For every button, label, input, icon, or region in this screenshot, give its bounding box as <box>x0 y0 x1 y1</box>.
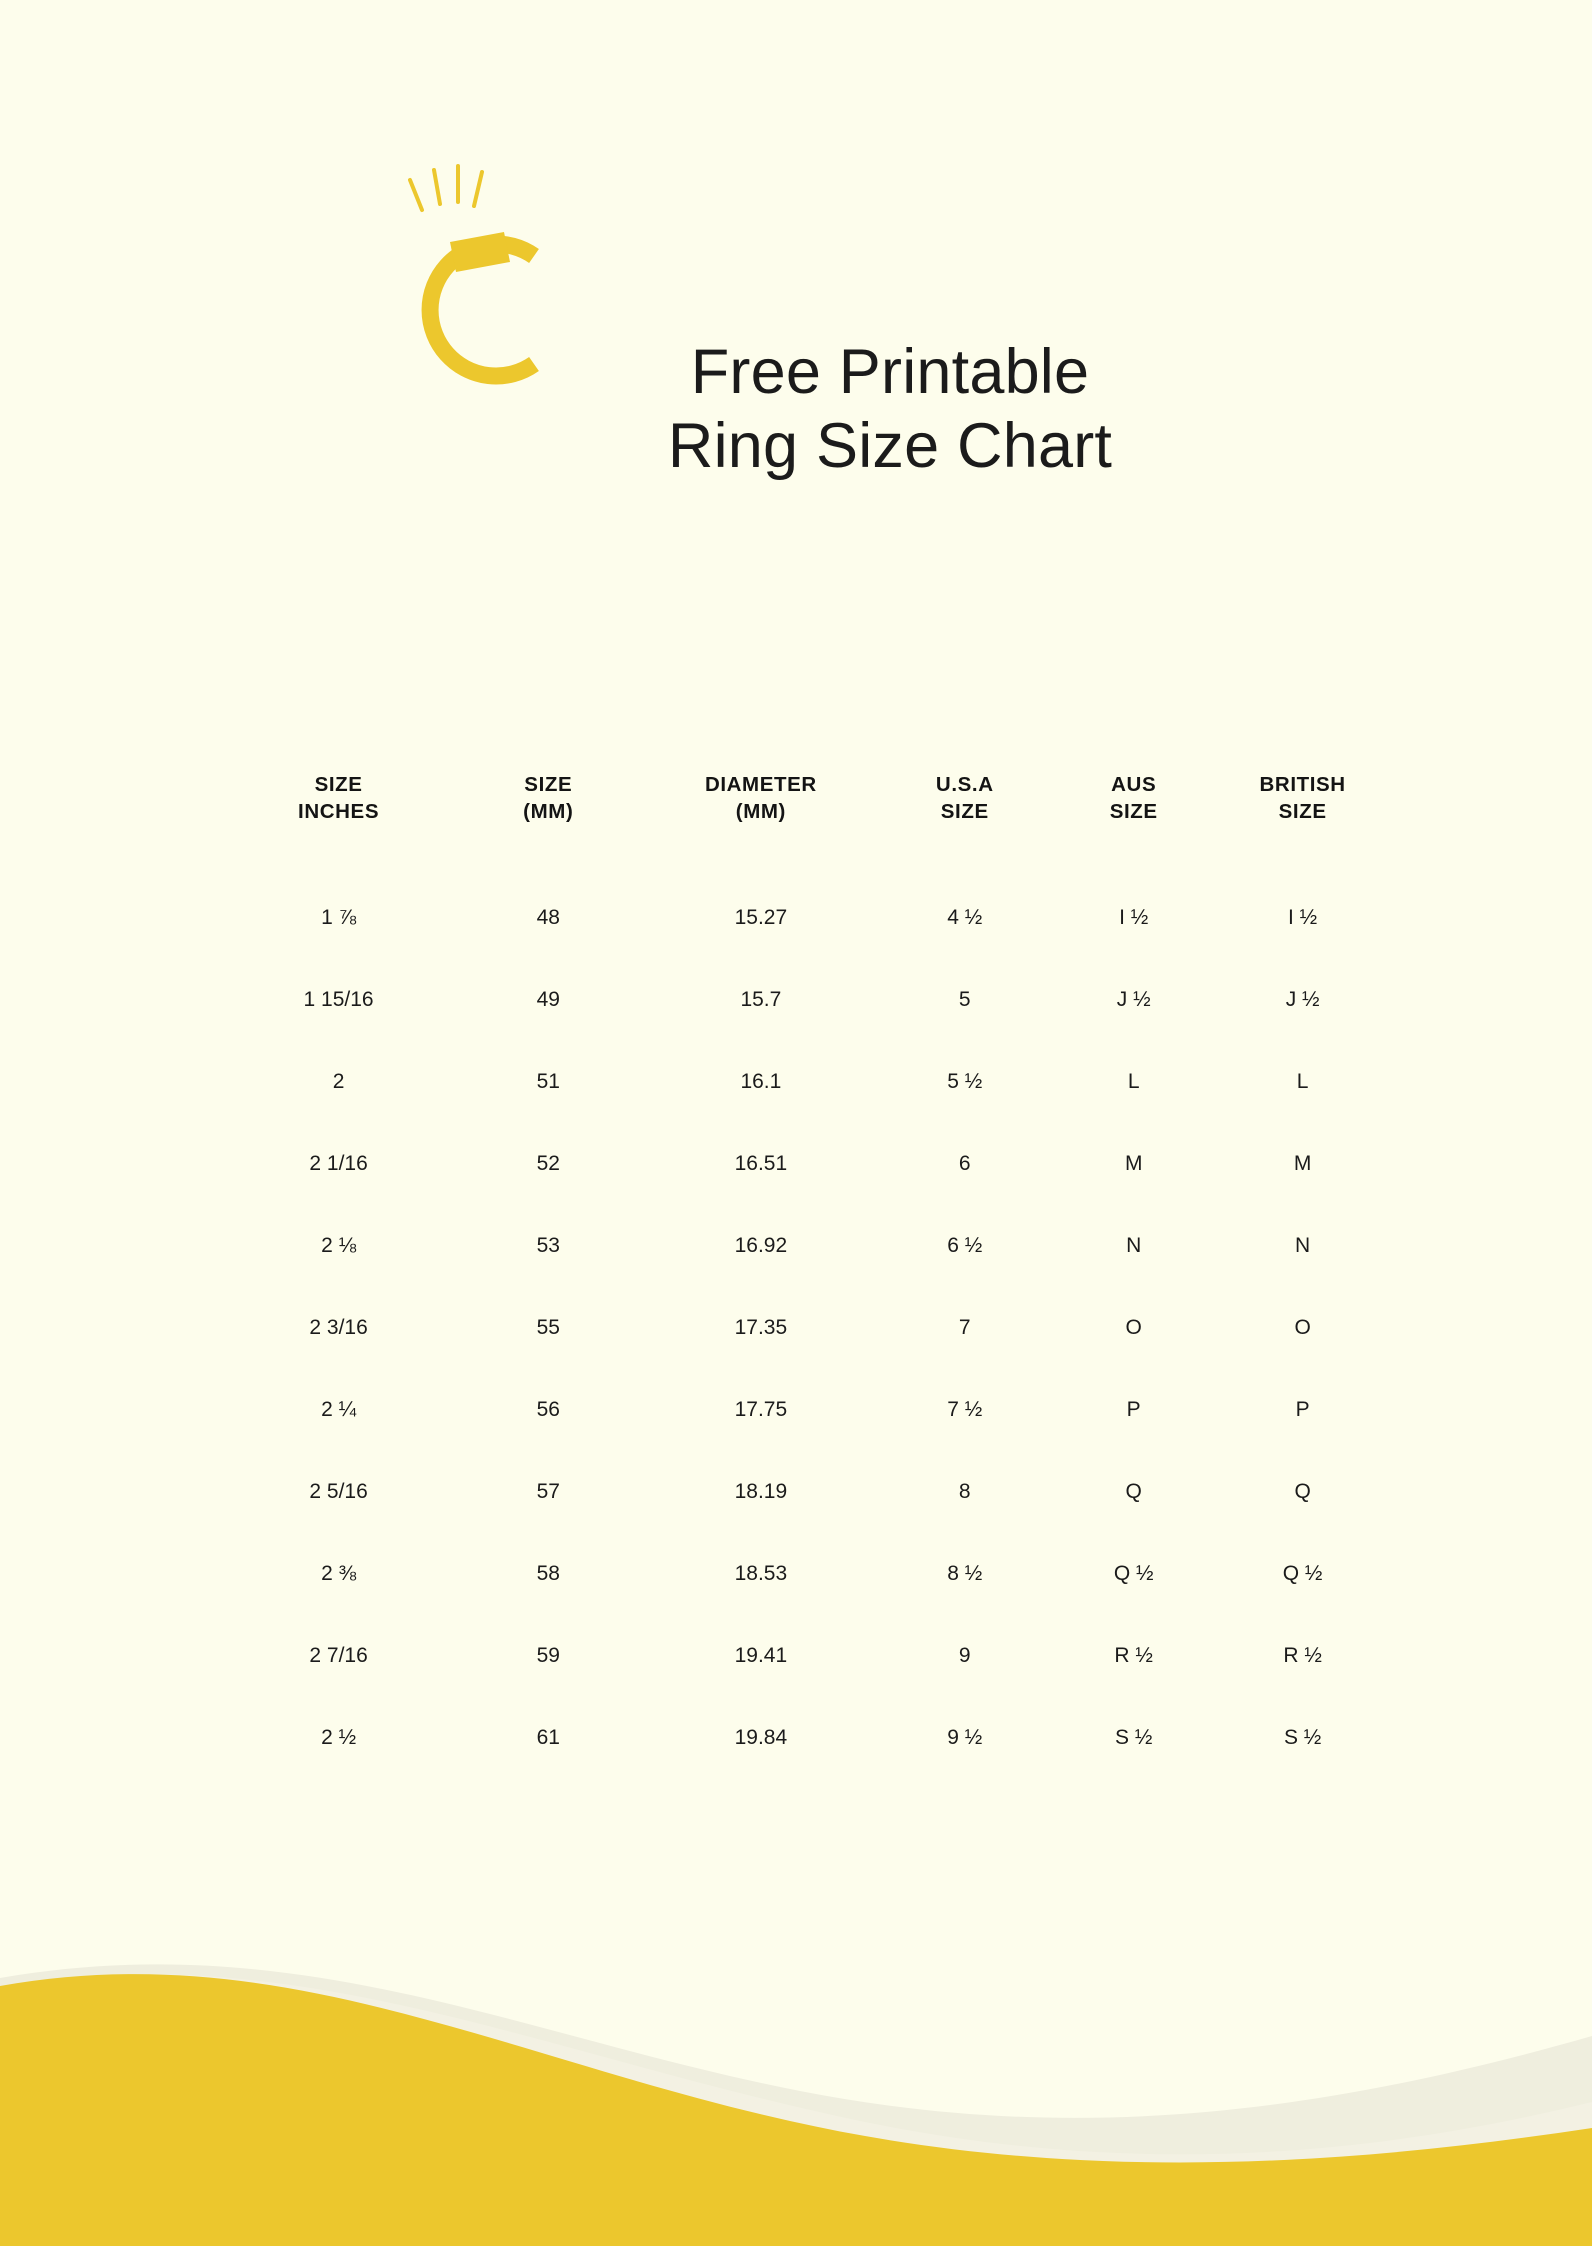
cell-usa-size: 5 ½ <box>947 1070 983 1094</box>
cell-diameter-mm: 19.84 <box>734 1726 788 1750</box>
cell-british-size: S ½ <box>1283 1726 1322 1750</box>
page-title-line-1: Free Printable <box>690 337 1090 407</box>
cell-size-mm: 55 <box>536 1316 560 1340</box>
column-header-aus-size: AUS SIZE <box>1109 773 1158 824</box>
cell-diameter-mm: 16.1 <box>740 1070 782 1094</box>
cell-diameter-mm: 15.27 <box>734 906 788 930</box>
cell-diameter-mm: 17.35 <box>734 1316 788 1340</box>
cell-aus-size: Q ½ <box>1113 1562 1154 1586</box>
cell-size-mm: 49 <box>536 988 560 1012</box>
table-row <box>225 1533 1390 1615</box>
table-row <box>225 1697 1390 1779</box>
cell-size-mm: 48 <box>536 906 560 930</box>
cell-aus-size: L <box>1127 1070 1140 1094</box>
cell-size-mm: 56 <box>536 1398 560 1422</box>
cell-size-inches: 2 5/16 <box>309 1480 368 1504</box>
table-row <box>225 1451 1390 1533</box>
cell-size-inches: 2 <box>332 1070 345 1094</box>
cell-british-size: L <box>1296 1070 1309 1094</box>
cell-size-mm: 61 <box>536 1726 560 1750</box>
cell-aus-size: P <box>1126 1398 1141 1422</box>
cell-aus-size: N <box>1126 1234 1142 1258</box>
cell-british-size: M <box>1293 1152 1312 1176</box>
table-row <box>225 959 1390 1041</box>
cell-size-inches: 2 ½ <box>321 1726 357 1750</box>
cell-size-mm: 58 <box>536 1562 560 1586</box>
cell-usa-size: 5 <box>958 988 971 1012</box>
cell-diameter-mm: 17.75 <box>734 1398 788 1422</box>
cell-british-size: O <box>1294 1316 1311 1340</box>
table-row <box>225 1287 1390 1369</box>
column-header-diameter-mm: DIAMETER (MM) <box>704 773 817 824</box>
column-header-size-inches: SIZE INCHES <box>298 773 380 824</box>
table-row <box>225 877 1390 959</box>
cell-usa-size: 8 <box>958 1480 971 1504</box>
cell-british-size: P <box>1295 1398 1310 1422</box>
cell-aus-size: S ½ <box>1115 1726 1153 1750</box>
cell-british-size: Q <box>1294 1480 1311 1504</box>
cell-usa-size: 9 ½ <box>947 1726 983 1750</box>
cell-size-mm: 59 <box>536 1644 560 1668</box>
page-title <box>520 335 1260 484</box>
column-header-size-mm: SIZE (MM) <box>523 773 574 824</box>
cell-size-inches: 2 ⅜ <box>321 1562 357 1586</box>
cell-size-mm: 53 <box>536 1234 560 1258</box>
cell-size-inches: 2 ¼ <box>321 1398 357 1422</box>
cell-usa-size: 7 <box>958 1316 971 1340</box>
cell-usa-size: 9 <box>958 1644 971 1668</box>
cell-size-inches: 2 7/16 <box>309 1644 368 1668</box>
cell-british-size: J ½ <box>1285 988 1320 1012</box>
cell-size-mm: 51 <box>536 1070 560 1094</box>
cell-diameter-mm: 18.53 <box>734 1562 788 1586</box>
table-row <box>225 1615 1390 1697</box>
cell-diameter-mm: 16.92 <box>734 1234 788 1258</box>
cell-aus-size: I ½ <box>1119 906 1149 930</box>
column-header-usa-size: U.S.A SIZE <box>935 773 994 824</box>
cell-british-size: I ½ <box>1288 906 1318 930</box>
cell-aus-size: J ½ <box>1116 988 1151 1012</box>
cell-usa-size: 6 <box>958 1152 971 1176</box>
cell-usa-size: 6 ½ <box>947 1234 983 1258</box>
size-table-container <box>225 770 1390 1779</box>
cell-usa-size: 8 ½ <box>947 1562 983 1586</box>
table-row <box>225 1205 1390 1287</box>
cell-diameter-mm: 19.41 <box>734 1644 788 1668</box>
cell-diameter-mm: 15.7 <box>740 988 782 1012</box>
table-row <box>225 1123 1390 1205</box>
cell-size-inches: 1 ⅞ <box>321 906 357 930</box>
cell-usa-size: 4 ½ <box>947 906 983 930</box>
cell-diameter-mm: 18.19 <box>734 1480 788 1504</box>
cell-aus-size: O <box>1125 1316 1142 1340</box>
cell-british-size: N <box>1295 1234 1311 1258</box>
ring-size-table <box>225 770 1390 1779</box>
page-title-line-2: Ring Size Chart <box>667 411 1113 482</box>
table-row <box>225 1041 1390 1123</box>
cell-aus-size: R ½ <box>1114 1644 1153 1668</box>
cell-size-mm: 52 <box>536 1152 560 1176</box>
column-header-british-size: BRITISH SIZE <box>1259 773 1346 824</box>
cell-size-inches: 2 3/16 <box>309 1316 368 1340</box>
cell-british-size: R ½ <box>1283 1644 1322 1668</box>
table-row <box>225 1369 1390 1451</box>
cell-size-inches: 1 15/16 <box>303 988 374 1012</box>
document-header <box>0 70 1592 482</box>
cell-size-inches: 2 ⅛ <box>321 1234 357 1258</box>
cell-aus-size: M <box>1124 1152 1143 1176</box>
cell-british-size: Q ½ <box>1282 1562 1323 1586</box>
cell-aus-size: Q <box>1125 1480 1142 1504</box>
cell-diameter-mm: 16.51 <box>734 1152 788 1176</box>
cell-size-inches: 2 1/16 <box>309 1152 368 1176</box>
cell-usa-size: 7 ½ <box>947 1398 983 1422</box>
table-header-row <box>225 770 1390 877</box>
footer-wave-decoration <box>0 1916 1592 2246</box>
cell-size-mm: 57 <box>536 1480 560 1504</box>
